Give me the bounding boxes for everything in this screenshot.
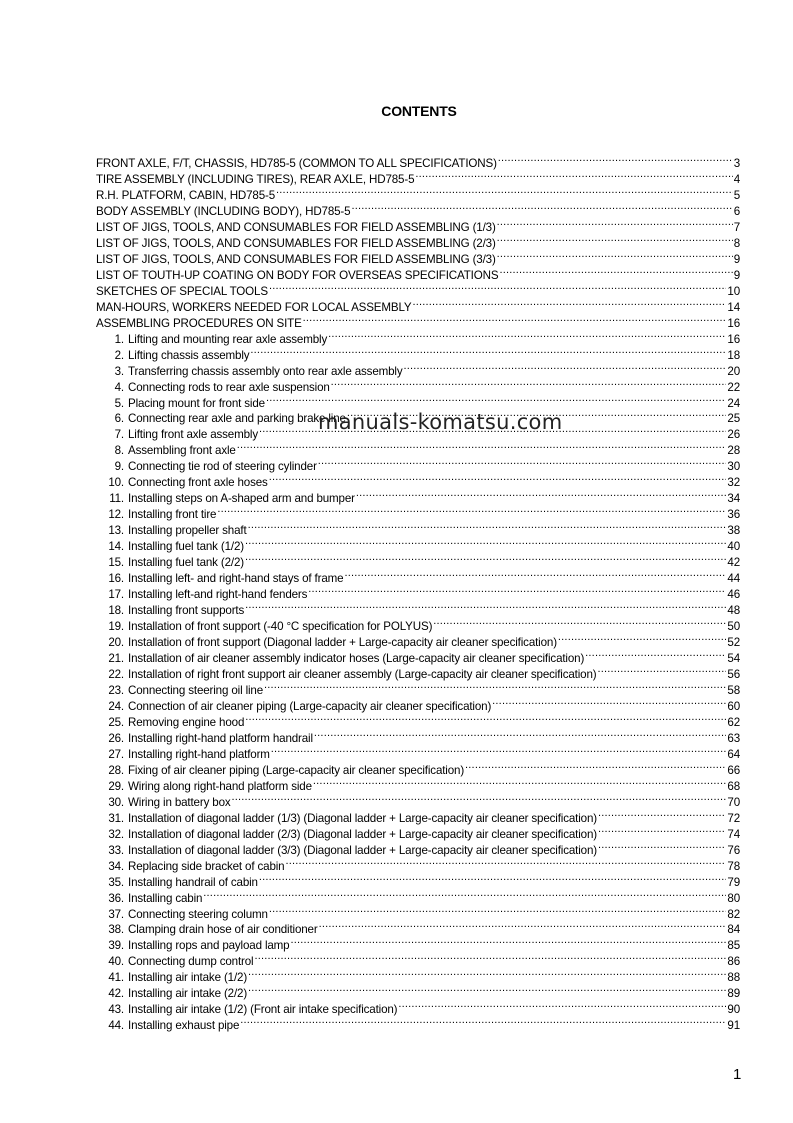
dot-leader <box>248 518 727 534</box>
dot-leader <box>269 902 727 918</box>
toc-entry-title: Lifting chassis assembly <box>128 348 250 362</box>
toc-entry-number: 10. <box>108 476 124 490</box>
page-number: 1 <box>733 1066 742 1083</box>
toc-entry-number: 31. <box>108 811 124 825</box>
watermark: manuals-komatsu.com <box>318 410 563 434</box>
toc-entry-title: Installation of diagonal ladder (2/3) (Diagonal ladder + Large-capacity air cleaner specification) <box>128 827 597 841</box>
dot-leader <box>497 247 733 263</box>
dot-leader <box>232 790 727 806</box>
dot-leader <box>285 854 726 870</box>
toc-entry-title: Installing steps on A-shaped arm and bumper <box>128 492 355 506</box>
dot-leader <box>250 343 726 359</box>
dot-leader <box>558 630 726 646</box>
toc-entry[interactable] <box>96 151 740 170</box>
toc-entry-title: SKETCHES OF SPECIAL TOOLS <box>96 284 268 298</box>
toc-entry-title: Lifting and mounting rear axle assembly <box>128 332 328 346</box>
toc-entry-title: LIST OF TOUTH-UP COATING ON BODY FOR OVERSEAS SPECIFICATIONS <box>96 268 499 282</box>
toc-entry-title: Connecting steering column <box>128 907 268 921</box>
toc-entry-title: R.H. PLATFORM, CABIN, HD785-5 <box>96 188 276 202</box>
dot-leader <box>254 949 726 965</box>
dot-leader <box>245 550 726 566</box>
toc-entry-number: 17. <box>108 588 124 602</box>
toc-entry-title: Installation of diagonal ladder (3/3) (Diagonal ladder + Large-capacity air cleaner specification) <box>128 843 597 857</box>
toc-entry-title: Installation of diagonal ladder (1/3) (Diagonal ladder + Large-capacity air cleaner specification) <box>128 811 597 825</box>
toc-entry-number: 2. <box>114 348 124 362</box>
toc-entry-page: 48 <box>727 604 740 618</box>
toc-entry-number: 35. <box>108 875 124 889</box>
toc-entry-page: 80 <box>727 891 740 905</box>
toc-entry-page: 76 <box>727 843 740 857</box>
toc-entry-number: 5. <box>114 396 124 410</box>
toc-entry-title: MAN-HOURS, WORKERS NEEDED FOR LOCAL ASSEMBLY <box>96 300 412 314</box>
toc-entry-page: 74 <box>727 827 740 841</box>
toc-entry-page: 8 <box>733 236 740 250</box>
table-of-contents <box>96 151 740 1033</box>
dot-leader <box>259 870 727 886</box>
toc-entry-number: 22. <box>108 667 124 681</box>
toc-entry-title: Transferring chassis assembly onto rear axle assembly <box>128 364 403 378</box>
toc-entry-number: 39. <box>108 939 124 953</box>
toc-entry-title: Connecting steering oil line <box>128 683 264 697</box>
toc-entry-number: 40. <box>108 955 124 969</box>
toc-entry-title: LIST OF JIGS, TOOLS, AND CONSUMABLES FOR FIELD ASSEMBLING (3/3) <box>96 252 496 266</box>
toc-entry-number: 21. <box>108 652 124 665</box>
toc-entry-title: Installing exhaust pipe <box>128 1019 240 1033</box>
toc-entry-title: Installing propeller shaft <box>128 524 247 538</box>
dot-leader <box>314 726 726 742</box>
toc-entry-title: LIST OF JIGS, TOOLS, AND CONSUMABLES FOR FIELD ASSEMBLING (1/3) <box>96 220 496 234</box>
toc-entry-title: Wiring along right-hand platform side <box>128 779 312 793</box>
toc-entry-number: 16. <box>108 572 124 586</box>
toc-entry-page: 32 <box>727 476 740 490</box>
toc-entry-title: Wiring in battery box <box>128 795 231 809</box>
dot-leader <box>597 662 726 678</box>
toc-entry-title: Connection of air cleaner piping (Large-capacity air cleaner specification) <box>128 699 492 713</box>
dot-leader <box>497 215 733 231</box>
dot-leader <box>465 758 726 774</box>
toc-entry-page: 90 <box>727 1003 740 1017</box>
toc-entry-title: Installation of air cleaner assembly indicator hoses (Large-capacity air cleaner specification) <box>128 652 585 665</box>
toc-entry-number: 3. <box>114 364 124 378</box>
toc-entry-title: Installing right-hand platform handrail <box>128 731 313 745</box>
toc-entry-page: 42 <box>727 556 740 570</box>
toc-entry-title: Removing engine hood <box>128 715 245 729</box>
toc-entry-number: 20. <box>108 636 124 650</box>
toc-entry-number: 32. <box>108 827 124 841</box>
dot-leader <box>269 279 726 295</box>
toc-entry-page: 7 <box>733 220 740 234</box>
dot-leader <box>237 438 727 454</box>
toc-entry-page: 36 <box>727 508 740 522</box>
toc-entry-page: 56 <box>727 667 740 681</box>
toc-entry-title: Installing cabin <box>128 891 203 905</box>
toc-entry-title: Replacing side bracket of cabin <box>128 859 285 873</box>
toc-entry-page: 44 <box>727 572 740 586</box>
toc-entry-number: 41. <box>108 971 124 985</box>
toc-entry-number: 11. <box>109 492 124 506</box>
toc-entry-title: Installing rops and payload lamp <box>128 939 290 953</box>
toc-entry-number: 33. <box>108 843 124 857</box>
toc-entry-number: 1. <box>114 332 124 346</box>
toc-entry-page: 50 <box>727 620 740 634</box>
dot-leader <box>313 774 726 790</box>
toc-entry-page: 26 <box>727 428 740 442</box>
toc-entry-page: 16 <box>727 316 740 330</box>
toc-entry-number: 29. <box>108 779 124 793</box>
dot-leader <box>276 183 733 199</box>
dot-leader <box>303 311 727 327</box>
toc-entry-page: 85 <box>727 939 740 953</box>
toc-entry-title: Installing air intake (1/2) <box>128 971 248 985</box>
toc-entry-page: 62 <box>727 715 740 729</box>
toc-entry-page: 84 <box>727 923 740 937</box>
toc-entry-page: 70 <box>727 795 740 809</box>
toc-entry-title: LIST OF JIGS, TOOLS, AND CONSUMABLES FOR FIELD ASSEMBLING (2/3) <box>96 236 496 250</box>
toc-entry-title: Installation of front support (-40 °C specification for POLYUS) <box>128 620 433 634</box>
toc-entry-number: 8. <box>114 444 124 458</box>
dot-leader <box>308 582 726 598</box>
dot-leader <box>398 997 726 1013</box>
toc-entry-title: Installing fuel tank (1/2) <box>128 540 244 554</box>
toc-entry-title: Connecting rear axle and parking brake line <box>128 412 346 426</box>
toc-entry-title: Connecting dump control <box>128 955 254 969</box>
toc-entry-title: Installing left-and right-hand fenders <box>128 588 308 602</box>
toc-entry-page: 46 <box>727 588 740 602</box>
dot-leader <box>413 295 727 311</box>
dot-leader <box>290 933 726 949</box>
toc-entry-page: 3 <box>733 156 740 170</box>
toc-entry-page: 40 <box>727 540 740 554</box>
toc-entry-page: 64 <box>727 747 740 761</box>
toc-entry-number: 44. <box>108 1019 124 1033</box>
toc-entry-title: Connecting rods to rear axle suspension <box>128 380 330 394</box>
dot-leader <box>598 822 726 838</box>
dot-leader <box>245 598 726 614</box>
toc-entry-page: 54 <box>727 652 740 665</box>
toc-entry-title: Placing mount for front side <box>128 396 265 410</box>
dot-leader <box>433 614 726 630</box>
toc-entry-title: Connecting front axle hoses <box>128 476 268 490</box>
dot-leader <box>271 742 727 758</box>
toc-entry-page: 88 <box>727 971 740 985</box>
dot-leader <box>492 694 726 710</box>
toc-entry-title: Installing fuel tank (2/2) <box>128 556 244 570</box>
dot-leader <box>598 806 726 822</box>
toc-entry-number: 14. <box>108 540 124 554</box>
dot-leader <box>203 886 726 902</box>
dot-leader <box>598 838 726 854</box>
toc-entry-page: 89 <box>727 987 740 1001</box>
toc-entry-page: 72 <box>727 811 740 825</box>
toc-entry-page: 91 <box>727 1019 740 1033</box>
toc-entry-title: Installing handrail of cabin <box>128 875 258 889</box>
toc-entry-page: 22 <box>727 380 740 394</box>
toc-entry-number: 38. <box>108 923 124 937</box>
toc-entry-number: 23. <box>108 683 124 697</box>
toc-entry-number: 15. <box>108 556 124 570</box>
toc-entry-title: TIRE ASSEMBLY (INCLUDING TIRES), REAR AXLE, HD785-5 <box>96 172 415 186</box>
toc-entry-page: 30 <box>727 460 740 474</box>
dot-leader <box>240 1013 726 1029</box>
toc-entry-title: Installation of right front support air cleaner assembly (Large-capacity air cleaner specification) <box>128 667 597 681</box>
toc-entry-page: 24 <box>727 396 740 410</box>
toc-entry-page: 20 <box>727 364 740 378</box>
dot-leader <box>356 486 727 502</box>
dot-leader <box>331 375 727 391</box>
toc-entry-page: 60 <box>727 699 740 713</box>
toc-entry-page: 58 <box>727 683 740 697</box>
toc-entry-title: Lifting front axle assembly <box>128 428 258 442</box>
toc-entry-number: 37. <box>108 907 124 921</box>
toc-entry-page: 79 <box>727 875 740 889</box>
toc-entry-title: Installation of front support (Diagonal ladder + Large-capacity air cleaner specification) <box>128 636 557 650</box>
dot-leader <box>344 566 726 582</box>
toc-entry-page: 16 <box>727 332 740 346</box>
toc-entry-number: 43. <box>108 1003 124 1017</box>
toc-entry-page: 9 <box>733 268 740 282</box>
toc-entry-page: 38 <box>727 524 740 538</box>
toc-entry-number: 7. <box>114 428 124 442</box>
toc-entry-number: 26. <box>108 731 124 745</box>
dot-leader <box>266 391 726 407</box>
toc-entry-number: 28. <box>108 763 124 777</box>
toc-entry-number: 34. <box>108 859 124 873</box>
toc-entry-number: 19. <box>108 620 124 634</box>
dot-leader <box>319 918 727 934</box>
toc-entry-page: 9 <box>733 252 740 266</box>
toc-entry-number: 18. <box>108 604 124 618</box>
dot-leader <box>318 454 727 470</box>
dot-leader <box>248 981 726 997</box>
dot-leader <box>217 502 726 518</box>
toc-entry-number: 13. <box>108 524 124 538</box>
toc-entry-number: 4. <box>114 380 124 394</box>
toc-entry-page: 25 <box>727 412 740 426</box>
toc-entry-page: 14 <box>727 300 740 314</box>
toc-entry-title: Installing air intake (1/2) (Front air intake specification) <box>128 1003 398 1017</box>
dot-leader <box>498 151 733 167</box>
toc-entry-number: 6. <box>114 412 124 426</box>
dot-leader <box>245 534 726 550</box>
toc-entry-title: FRONT AXLE, F/T, CHASSIS, HD785-5 (COMMON TO ALL SPECIFICATIONS) <box>96 156 497 170</box>
toc-entry-page: 10 <box>727 284 740 298</box>
dot-leader <box>269 470 727 486</box>
toc-entry-title: ASSEMBLING PROCEDURES ON SITE <box>96 316 302 330</box>
toc-entry-title: Connecting tie rod of steering cylinder <box>128 460 317 474</box>
dot-leader <box>248 965 726 981</box>
dot-leader <box>497 231 733 247</box>
toc-entry-page: 52 <box>727 636 740 650</box>
toc-entry-number: 36. <box>108 891 124 905</box>
toc-entry-page: 66 <box>727 763 740 777</box>
toc-entry-title: Assembling front axle <box>128 444 236 458</box>
dot-leader <box>351 199 732 215</box>
toc-entry-page: 5 <box>733 188 740 202</box>
toc-entry-page: 28 <box>727 444 740 458</box>
toc-entry-page: 78 <box>727 859 740 873</box>
toc-entry-page: 6 <box>733 204 740 218</box>
toc-entry-number: 30. <box>108 795 124 809</box>
toc-entry-title: Installing front tire <box>128 508 217 522</box>
toc-entry-number: 12. <box>108 508 124 522</box>
toc-entry-number: 25. <box>108 715 124 729</box>
toc-entry-page: 63 <box>727 731 740 745</box>
toc-sections <box>96 151 740 330</box>
toc-entry-page: 86 <box>727 955 740 969</box>
page-title: CONTENTS <box>381 103 457 119</box>
dot-leader <box>328 327 726 343</box>
toc-entry-number: 42. <box>108 987 124 1001</box>
toc-entry-page: 68 <box>727 779 740 793</box>
dot-leader <box>499 263 732 279</box>
toc-entry-page: 82 <box>727 907 740 921</box>
toc-entry-title: Installing left- and right-hand stays of frame <box>128 572 344 586</box>
toc-entry-number: 9. <box>114 460 124 474</box>
toc-entry-title: Installing right-hand platform <box>128 747 270 761</box>
dot-leader <box>404 359 727 375</box>
toc-entry-page: 18 <box>727 348 740 362</box>
toc-entry-title: Clamping drain hose of air conditioner <box>128 923 318 937</box>
dot-leader <box>245 710 726 726</box>
dot-leader <box>264 678 726 694</box>
toc-entry-title: Fixing of air cleaner piping (Large-capacity air cleaner specification) <box>128 763 465 777</box>
toc-entry-title: Installing front supports <box>128 604 245 618</box>
toc-entry-title: BODY ASSEMBLY (INCLUDING BODY), HD785-5 <box>96 204 351 218</box>
toc-entry-page: 4 <box>733 172 740 186</box>
toc-entry-number: 27. <box>108 747 124 761</box>
dot-leader <box>415 167 732 183</box>
toc-entry-title: Installing air intake (2/2) <box>128 987 248 1001</box>
dot-leader <box>585 646 726 662</box>
toc-entry-page: 34 <box>727 492 740 506</box>
toc-entry-number: 24. <box>108 699 124 713</box>
